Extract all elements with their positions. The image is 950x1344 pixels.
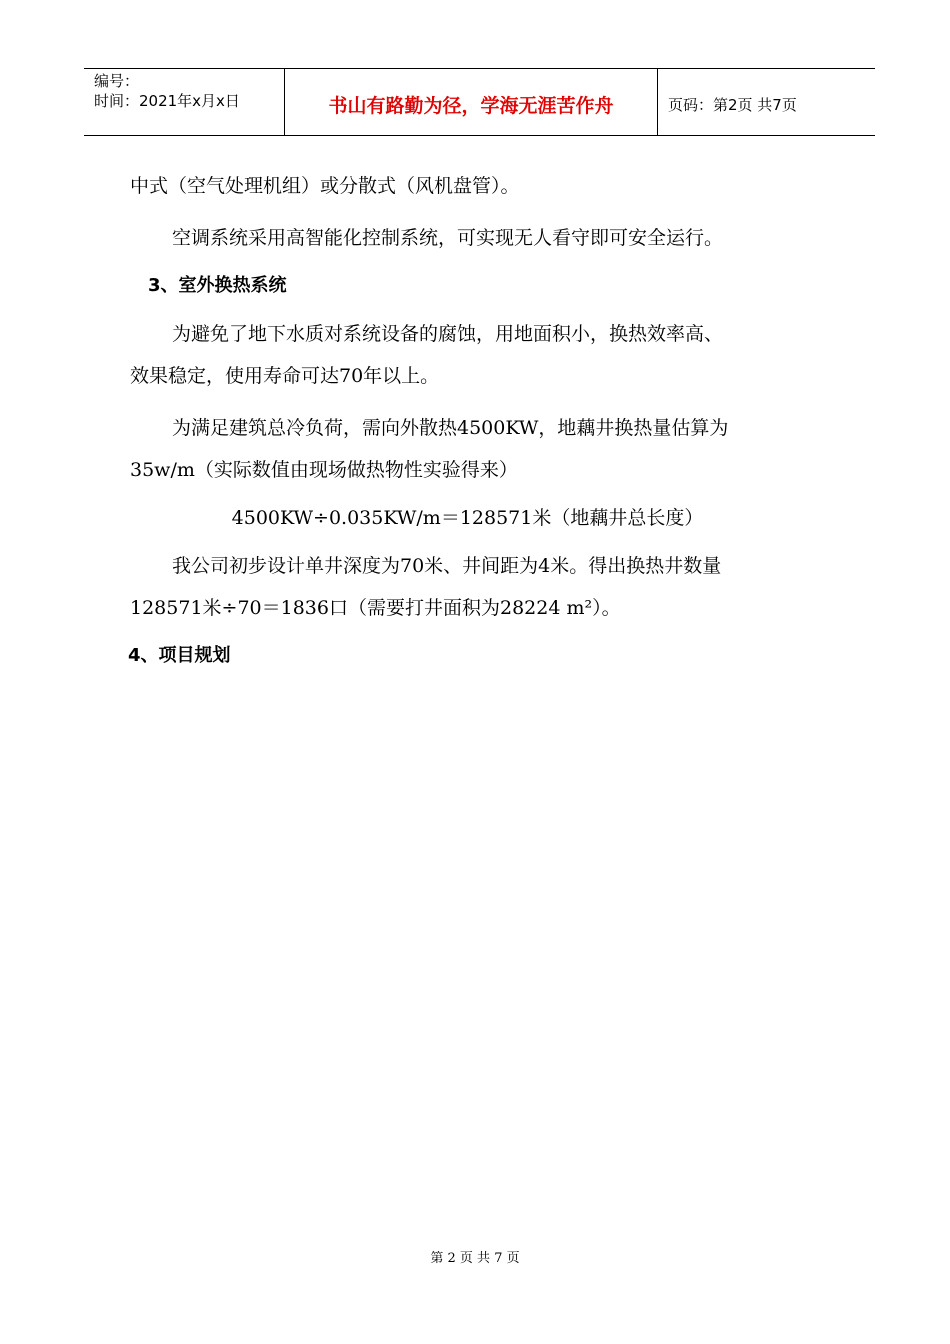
document-header bbox=[84, 68, 875, 136]
paragraph: 128571米÷70＝1836口（需要打井面积为28224 m²）。 bbox=[130, 597, 621, 619]
header-motto: 书山有路勤为径，学海无涯苦作舟 bbox=[285, 69, 658, 135]
paragraph: 我公司初步设计单井深度为70米、井间距为4米。得出换热井数量 bbox=[172, 555, 722, 577]
paragraph: 效果稳定，使用寿命可达70年以上。 bbox=[130, 365, 440, 387]
header-number-label: 编号： bbox=[94, 72, 140, 90]
paragraph: 中式（空气处理机组）或分散式（风机盘管）。 bbox=[130, 175, 520, 197]
header-page-label: 页码：第2页 共7页 bbox=[668, 95, 797, 114]
paragraph: 35w/m（实际数值由现场做热物性实验得来） bbox=[130, 459, 518, 481]
header-meta-cell bbox=[84, 69, 285, 135]
paragraph: 为避免了地下水质对系统设备的腐蚀，用地面积小，换热效率高、 bbox=[172, 323, 724, 345]
section-heading: 4、项目规划 bbox=[128, 645, 231, 666]
formula: 4500KW÷0.035KW/m＝128571米（地藕井总长度） bbox=[231, 507, 704, 529]
document-body bbox=[130, 165, 835, 683]
section-heading: 3、室外换热系统 bbox=[148, 275, 287, 296]
paragraph: 空调系统采用高智能化控制系统，可实现无人看守即可安全运行。 bbox=[172, 227, 724, 249]
paragraph: 为满足建筑总冷负荷，需向外散热4500KW，地藕井换热量估算为 bbox=[172, 417, 729, 439]
header-time-label: 时间：2021年x月x日 bbox=[94, 92, 240, 110]
page-footer: 第 2 页 共 7 页 bbox=[430, 1251, 520, 1266]
